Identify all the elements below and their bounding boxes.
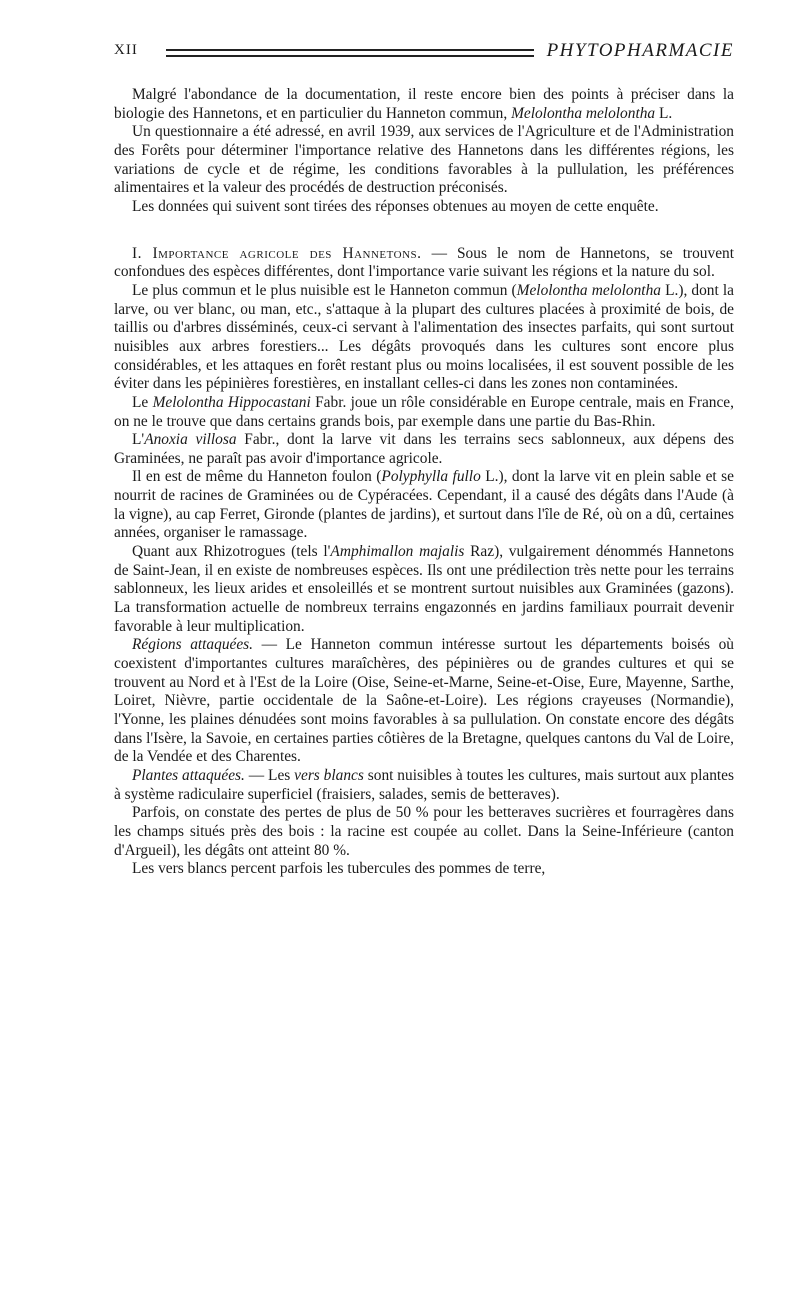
paragraph: Les vers blancs percent parfois les tubercules des pommes de terre, bbox=[132, 860, 546, 878]
paragraph: Le plus commun et le plus nuisible est le Hanneton commun (Melolontha melolontha L.), dont la larve, ou ver blanc, ou man, etc., s'attaque à la plupart des cultures placées à proximité de bois, de taillis ou d'arbres disséminés, ceux-ci servant à l'alimentation des insectes parfaits, qui sont surtout nuisibles aux arbres forestiers... Les dégâts provoqués dans les cultures sont encore plus considérables, et les attaques en forêt restant plus ou moins localisées, il est souvent possible de les éviter dans les pépinières forestières, en installant celles-ci dans les zones non contaminées. bbox=[114, 281, 735, 393]
page-header bbox=[114, 40, 734, 70]
paragraph: Régions attaquées. — Le Hanneton commun intéresse surtout les départements boisés où coexistent d'importantes cultures maraîchères, des pépinières ou de grandes cultures et qui se trouvent au Nord et à l'Est de la Loire (Oise, Seine-et-Marne, Seine-et-Oise, Eure, Mayenne, Sarthe, Loiret, Nièvre, partie occidentale de la Saône-et-Loire). Les régions crayeuses (Normandie), l'Yonne, les plaines dénudées sont moins favorables à sa pullulation. On constate encore des dégâts dans l'Isère, la Savoie, en certaines parties côtières de la Bretagne, quelques cantons du Val de Loire, de la Vendée et des Charentes. bbox=[114, 636, 735, 766]
subheading: Régions attaquées. bbox=[132, 636, 254, 654]
subheading: Plantes attaquées. bbox=[132, 766, 245, 784]
journal-title: PHYTOPHARMACIE bbox=[546, 40, 734, 61]
paragraph: Plantes attaquées. — Les vers blancs sont nuisibles à toutes les cultures, mais surtout aux plantes à système radiculaire superficiel (fraisiers, salades, semis de betteraves). bbox=[114, 766, 734, 803]
paragraph: Les données qui suivent sont tirées des réponses obtenues au moyen de cette enquête. bbox=[132, 197, 659, 215]
article-body bbox=[114, 86, 734, 879]
paragraph: L'Anoxia villosa Fabr., dont la larve vit dans les terrains secs sablonneux, aux dépens des Graminées, ne paraît pas avoir d'importance agricole. bbox=[114, 431, 734, 467]
paragraph: Parfois, on constate des pertes de plus de 50 % pour les betteraves sucrières et fourragères dans les champs situés près des bois : la racine est coupée au collet. Dans la Seine-Inférieure (canton d'Argueil), les dégâts ont atteint 80 %. bbox=[114, 804, 734, 859]
paragraph: Malgré l'abondance de la documentation, il reste encore bien des points à préciser dans la biologie des Hannetons, et en particulier du Hanneton commun, Melolontha melolontha L. bbox=[114, 86, 734, 122]
page-number: XII bbox=[114, 42, 138, 58]
paragraph: Quant aux Rhizotrogues (tels l'Amphimallon majalis Raz), vulgairement dénommés Hannetons de Saint-Jean, il en existe de nombreuses espèces. Ils ont une prédilection très nette pour les terrains sablonneux, les lieux arides et ensoleillés et se montrent surtout nuisibles aux Graminées (gazons). La transformation actuelle de nombreux terrains engazonnés en jardins familiaux pourrait devenir favorable à leur multiplication. bbox=[114, 543, 734, 635]
section-heading-paragraph: I. Importance agricole des Hannetons. — Sous le nom de Hannetons, se trouvent confondues des espèces différentes, dont l'importance varie suivant les régions et la nature du sol. bbox=[114, 244, 734, 281]
paragraph: Le Melolontha Hippocastani Fabr. joue un rôle considérable en Europe centrale, mais en France, on ne le trouve que dans certains grands bois, par exemple dans une partie du Bas-Rhin. bbox=[114, 393, 734, 430]
paragraph: Il en est de même du Hanneton foulon (Polyphylla fullo L.), dont la larve vit en plein sable et se nourrit de racines de Graminées ou de Cypéracées. Cependant, il a causé des dégâts dans l'Aude (à la vigne), au cap Ferret, Gironde (plantes de jardins), et surtout dans l'île de Ré, où on a dû, certaines années, organiser le ramassage. bbox=[114, 468, 734, 542]
paragraph: Un questionnaire a été adressé, en avril 1939, aux services de l'Agriculture et de l'Administration des Forêts pour déterminer l'importance relative des Hannetons dans les différentes régions, les variations de cycle et de régime, les conditions favorables à la pullulation, les préférences alimentaires et la valeur des procédés de destruction préconisés. bbox=[114, 123, 734, 197]
section-heading: I. Importance agricole des Hannetons. bbox=[132, 244, 422, 262]
header-rule bbox=[166, 55, 534, 57]
header-rule bbox=[166, 49, 534, 51]
